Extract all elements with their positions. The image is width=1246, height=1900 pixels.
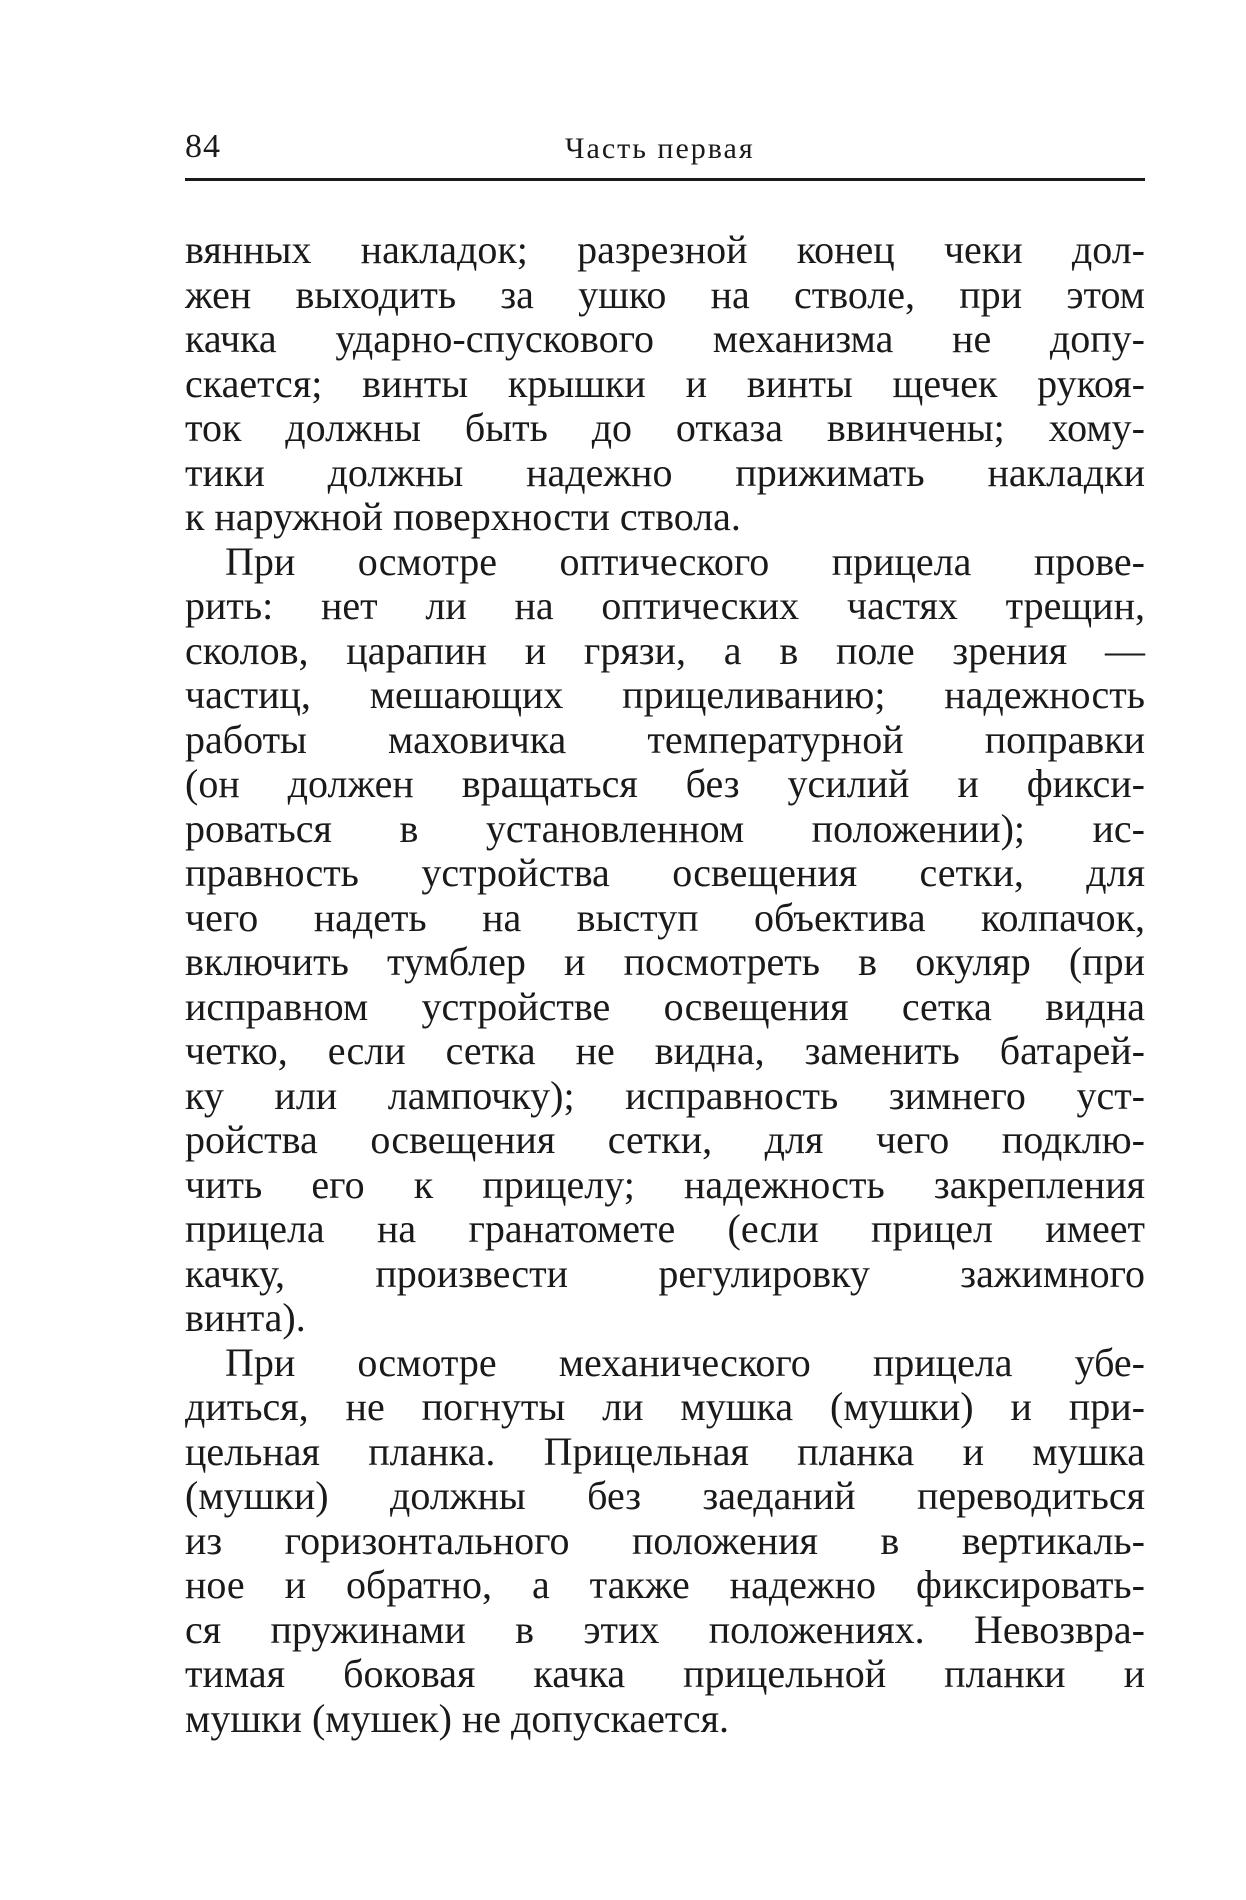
text-line: чить его к прицелу; надежность закрепления <box>185 1161 1145 1207</box>
text-line: ку или лампочку); исправность зимнего уст- <box>185 1072 1145 1118</box>
text-line: роваться в установленном положении); ис- <box>185 805 1145 851</box>
text-line: (он должен вращаться без усилий и фикси- <box>185 761 1145 806</box>
text-line: качка ударно-спускового механизма не допу- <box>185 316 1145 361</box>
text-line: ся пружинами в этих положениях. Невозвра- <box>185 1606 1145 1652</box>
text-line: частиц, мешающих прицеливанию; надежность <box>185 672 1145 717</box>
page-number: 84 <box>185 128 221 165</box>
text-line: включить тумблер и посмотреть в окуляр (при <box>185 939 1145 984</box>
text-line: тики должны надежно прижимать накладки <box>185 449 1145 495</box>
text-line: ток должны быть до отказа ввинчены; хому- <box>185 405 1145 450</box>
text-line: к наружной поверхности ствола. <box>185 494 741 539</box>
header-rule <box>185 178 1145 181</box>
text-line: мушки (мушек) не допускается. <box>185 1695 730 1741</box>
text-line: правность устройства освещения сетки, для <box>185 850 1145 895</box>
text-line: скается; винты крышки и винты щечек рукоя- <box>185 360 1145 406</box>
text-line: из горизонтального положения в вертикаль- <box>185 1517 1145 1563</box>
text-line: винта). <box>185 1295 306 1340</box>
text-line: чего надеть на выступ объектива колпачок, <box>185 894 1145 940</box>
text-line: цельная планка. Прицельная планка и мушка <box>185 1428 1145 1474</box>
text-line: рить: нет ли на оптических частях трещин, <box>185 583 1145 628</box>
running-head: Часть первая <box>565 132 755 165</box>
text-line: При осмотре оптического прицела прове- <box>225 538 1145 584</box>
text-line: При осмотре механического прицела убе- <box>225 1339 1145 1385</box>
text-line: прицела на гранатомете (если прицел имеет <box>185 1206 1145 1251</box>
text-line: жен выходить за ушко на стволе, при этом <box>185 271 1145 317</box>
text-line: исправном устройстве освещения сетка видна <box>185 983 1145 1029</box>
text-line: четко, если сетка не видна, заменить батарей- <box>185 1028 1145 1073</box>
text-line: ройства освещения сетки, для чего подклю- <box>185 1117 1145 1162</box>
text-line: сколов, царапин и грязи, а в поле зрения — <box>185 627 1145 673</box>
page-header <box>185 128 1145 178</box>
text-line: диться, не погнуты ли мушка (мушки) и при- <box>185 1384 1145 1429</box>
text-line: качку, произвести регулировку зажимного <box>185 1250 1145 1296</box>
text-line: вянных накладок; разрезной конец чеки дол- <box>185 227 1145 272</box>
text-line: ное и обратно, а также надежно фиксировать- <box>185 1562 1145 1607</box>
text-line: (мушки) должны без заеданий переводиться <box>185 1473 1145 1518</box>
text-line: работы маховичка температурной поправки <box>185 716 1145 762</box>
text-line: тимая боковая качка прицельной планки и <box>185 1651 1145 1696</box>
body-text <box>185 228 1145 1741</box>
